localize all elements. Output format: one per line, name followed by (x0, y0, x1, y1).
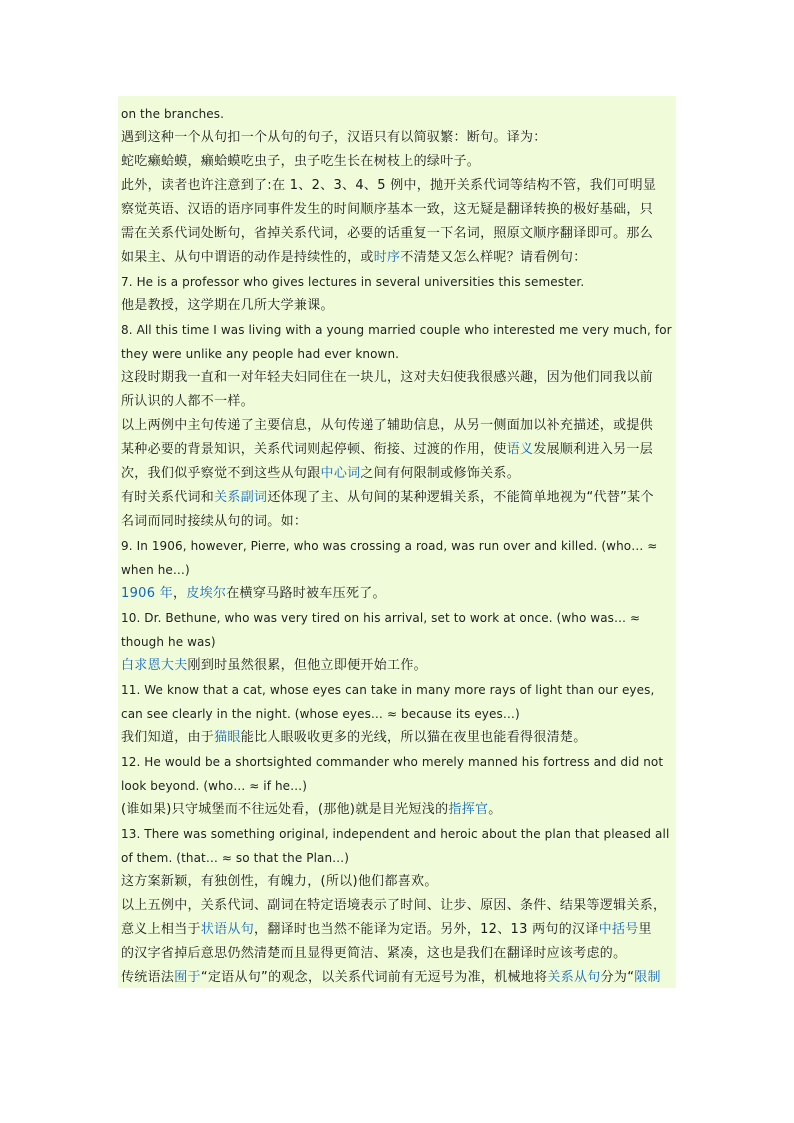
text-span: on the branches. (121, 107, 225, 121)
text-line (121, 390, 676, 414)
text-span: 能比人眼吸收更多的光线，所以猫在夜里也能看得很清楚。 (240, 730, 587, 745)
text-span: 如果主、从句中谓语的动作是持续性的，或 (121, 250, 374, 265)
text-span: 还体现了主、从句间的某种逻辑关系，不能简单地视为“代替”某个 (267, 490, 654, 505)
text-span: 传统语法 (121, 970, 175, 985)
text-span: 这方案新颖，有独创性，有魄力，(所以)他们都喜欢。 (121, 874, 438, 889)
text-span: 在横穿马路时被车压死了。 (226, 586, 386, 601)
text-span: 以上五例中，关系代词、副词在特定语境表示了时间、让步、原因、条件、结果等逻辑关系， (121, 898, 667, 913)
text-line (121, 222, 676, 246)
text-line (121, 702, 676, 726)
text-span: 察觉英语、汉语的语序同事件发生的时间顺序基本一致，这无疑是翻译转换的极好基础，只 (121, 202, 654, 217)
text-span: 刚到时虽然很累，但他立即便开始工作。 (187, 658, 427, 673)
text-line (121, 726, 676, 750)
term-link[interactable]: 1906 年 (121, 586, 174, 601)
text-span: 10. Dr. Bethune, who was very tired on his arrival, set to work at once. (who was… ≈ (121, 611, 641, 625)
term-link[interactable]: 皮埃尔 (186, 586, 227, 601)
text-line (121, 174, 676, 198)
text-line (121, 246, 676, 270)
text-line (121, 750, 676, 774)
text-span: 次，我们似乎察觉不到这些从句跟 (121, 466, 321, 481)
text-line (121, 606, 676, 630)
text-span: 13. There was something original, independent and heroic about the plan that pleased all (121, 827, 670, 841)
text-span: look beyond. (who… ≈ if he…) (121, 779, 308, 793)
text-line (121, 942, 676, 966)
text-line (121, 414, 676, 438)
text-span: 8. All this time I was living with a young married couple who interested me very much, for (121, 323, 672, 337)
text-line (121, 630, 676, 654)
text-line (121, 294, 676, 318)
text-span: 意义上相当于 (121, 922, 201, 937)
text-span: they were unlike any people had ever known. (121, 347, 400, 361)
term-link[interactable]: 限制 (634, 970, 661, 985)
term-link[interactable]: 关系从句 (547, 970, 601, 985)
text-line (121, 558, 676, 582)
term-link[interactable]: 语义 (506, 442, 534, 457)
text-span: 。 (488, 802, 502, 817)
term-link[interactable]: 时序 (373, 250, 401, 265)
text-span: of them. (that… ≈ so that the Plan…) (121, 851, 350, 865)
text-line (121, 654, 676, 678)
text-line (121, 198, 676, 222)
text-span: 所认识的人都不一样。 (121, 394, 255, 409)
term-link[interactable]: 状语从句 (200, 922, 255, 937)
text-line (121, 318, 676, 342)
text-span: 之间有何限制或修饰关系。 (360, 466, 521, 481)
text-line (121, 342, 676, 366)
text-line (121, 678, 676, 702)
term-link[interactable]: 关系副词 (214, 490, 268, 505)
document-body (118, 96, 676, 988)
text-span: 他是教授，这学期在几所大学兼课。 (121, 298, 334, 313)
text-line (121, 126, 676, 150)
text-line (121, 270, 676, 294)
text-span: 我们知道，由于 (121, 730, 215, 745)
text-span: 9. In 1906, however, Pierre, who was crossing a road, was run over and killed. (who… ≈ (121, 539, 658, 553)
text-line (121, 486, 676, 510)
text-span: 此外，读者也许注意到了:在 1、2、3、4、5 例中，抛开关系代词等结构不管，我们可明显 (121, 178, 657, 193)
text-line (121, 918, 676, 942)
term-link[interactable]: 白求恩大夫 (121, 658, 188, 673)
text-line (121, 366, 676, 390)
text-span: 需在关系代词处断句，省掉关系代词，必要的话重复一下名词，照原文顺序翻译即可。那么 (121, 226, 654, 241)
text-span: 的汉字省掉后意思仍然清楚而且显得更简洁、紧凑，这也是我们在翻译时应该考虑的。 (121, 946, 627, 961)
text-line (121, 462, 676, 486)
text-span: 12. He would be a shortsighted commander who merely manned his fortress and did not (121, 755, 664, 769)
text-line (121, 894, 676, 918)
term-link[interactable]: 猫眼 (214, 730, 241, 745)
text-line (121, 870, 676, 894)
text-span: 名词而同时接续从句的词。如： (121, 514, 308, 529)
text-span: 11. We know that a cat, whose eyes can take in many more rays of light than our eyes, (121, 683, 655, 697)
term-link[interactable]: 中括号 (598, 922, 639, 937)
text-span: “定语从句”的观念，以关系代词前有无逗号为准，机械地将 (200, 970, 548, 985)
text-line (121, 582, 676, 606)
term-link[interactable]: 指挥官 (448, 802, 489, 817)
text-span: though he was) (121, 635, 216, 649)
term-link[interactable]: 囿于 (174, 970, 201, 985)
text-span: 7. He is a professor who gives lectures in several universities this semester. (121, 275, 585, 289)
text-line (121, 150, 676, 174)
text-line (121, 966, 676, 988)
text-span: ， (173, 586, 187, 601)
text-span: when he…) (121, 563, 190, 577)
text-span: 有时关系代词和 (121, 490, 215, 505)
text-line (121, 822, 676, 846)
text-span: 分为“ (600, 970, 635, 985)
text-span: ，翻译时也当然不能译为定语。另外，12、13 两句的汉译 (254, 922, 599, 937)
text-span: 发展顺利进入另一层 (533, 442, 654, 457)
text-span: 某种必要的背景知识，关系代词则起停顿、衔接、过渡的作用，使 (121, 442, 507, 457)
text-span: 这段时期我一直和一对年轻夫妇同住在一块儿，这对夫妇使我很感兴趣，因为他们同我以前 (121, 370, 654, 385)
text-line (121, 102, 676, 126)
text-span: (谁如果)只守城堡而不往远处看，(那他)就是目光短浅的 (121, 802, 449, 817)
text-span: 遇到这种一个从句扣一个从句的句子，汉语只有以简驭繁：断句。译为： (121, 130, 547, 145)
text-line (121, 798, 676, 822)
text-span: can see clearly in the night. (whose eyes… ≈ because its eyes…) (121, 707, 520, 721)
text-line (121, 846, 676, 870)
text-line (121, 438, 676, 462)
text-span: 不清楚又怎么样呢？请看例句： (400, 250, 587, 265)
text-span: 蛇吃癞蛤蟆，癞蛤蟆吃虫子，虫子吃生长在树枝上的绿叶子。 (121, 154, 481, 169)
text-line (121, 774, 676, 798)
text-line (121, 534, 676, 558)
text-span: 里 (638, 922, 652, 937)
text-line (121, 510, 676, 534)
text-span: 以上两例中主句传递了主要信息，从句传递了辅助信息，从另一侧面加以补充描述，或提供 (121, 418, 654, 433)
term-link[interactable]: 中心词 (320, 466, 361, 481)
